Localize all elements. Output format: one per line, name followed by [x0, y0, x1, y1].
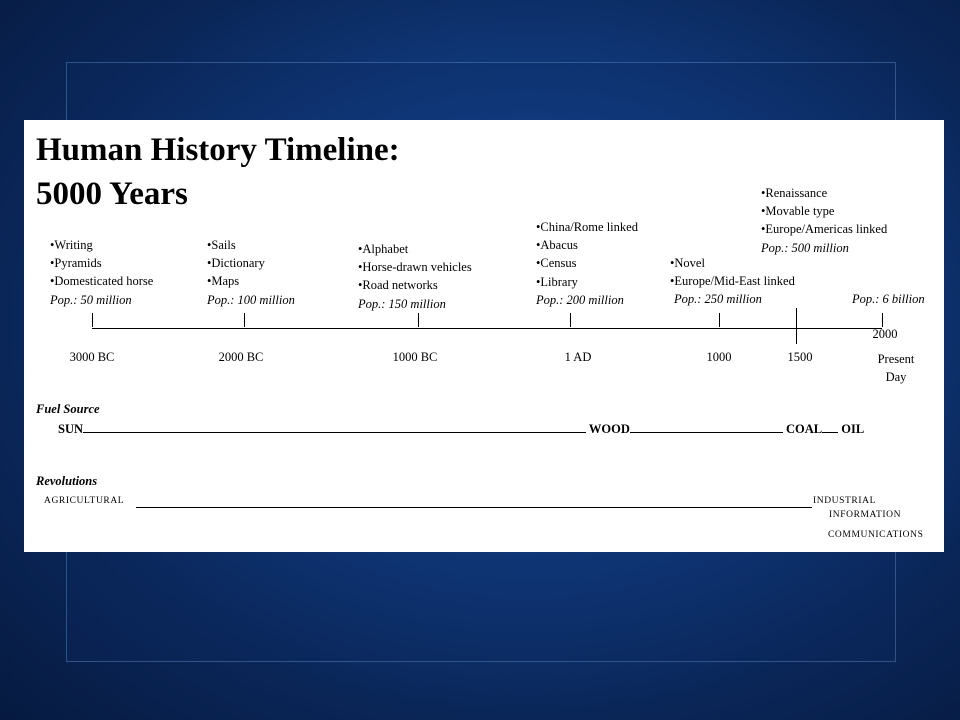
- title-line-1: Human History Timeline:: [36, 132, 400, 168]
- axis-label: 3000 BC: [69, 350, 115, 364]
- population-label: Pop.: 250 million: [674, 292, 762, 307]
- fuel-coal: COAL: [786, 422, 823, 436]
- event-item: • Europe/Mid-East linked: [670, 272, 795, 290]
- axis-tick: [418, 313, 419, 327]
- axis-label: 1500: [787, 350, 813, 364]
- event-item: • China/Rome linked: [536, 218, 638, 236]
- slide-title: [36, 128, 400, 216]
- axis-tick: [92, 313, 93, 327]
- title-line-2: 5000 Years: [36, 176, 188, 212]
- axis-label: 1000 BC: [392, 350, 438, 364]
- population-label: Pop.: 100 million: [207, 292, 295, 307]
- revolutions-heading: Revolutions: [36, 474, 98, 488]
- axis-tick: [882, 313, 883, 327]
- axis-tick: [244, 313, 245, 327]
- fuel-line: [822, 422, 838, 433]
- fuel-source-row: [58, 422, 864, 437]
- population-label: Pop.: 50 million: [50, 292, 132, 307]
- event-item: • Domesticated horse: [50, 272, 153, 290]
- event-item: • Sails: [207, 236, 295, 254]
- event-item: • Horse-drawn vehicles: [358, 258, 472, 276]
- event-item: • Movable type: [761, 202, 887, 220]
- population-label: Pop.: 200 million: [536, 292, 624, 307]
- timeline-axis: [92, 328, 882, 329]
- population-label: Pop.: 500 million: [761, 240, 849, 255]
- event-group-1500: [761, 184, 887, 257]
- revolution-agricultural: AGRICULTURAL: [44, 496, 125, 506]
- fuel-oil: OIL: [841, 422, 865, 436]
- event-item: • Library: [536, 273, 638, 291]
- fuel-line: [630, 422, 783, 433]
- revolution-industrial: INDUSTRIAL: [813, 496, 876, 506]
- event-item: • Writing: [50, 236, 153, 254]
- axis-label: 1 AD: [564, 350, 592, 364]
- event-item: • Abacus: [536, 236, 638, 254]
- event-group-1ad: [536, 218, 638, 309]
- axis-label-2000: 2000: [872, 327, 898, 341]
- event-item: • Maps: [207, 272, 295, 290]
- event-group-3000bc: [50, 236, 153, 309]
- population-label: Pop.: 150 million: [358, 296, 446, 311]
- event-item: • Dictionary: [207, 254, 295, 272]
- revolution-information: INFORMATION: [829, 510, 902, 520]
- event-group-present: [852, 290, 925, 308]
- event-item: • Renaissance: [761, 184, 887, 202]
- event-group-2000bc: [207, 236, 295, 309]
- fuel-wood: WOOD: [588, 422, 630, 436]
- fuel-line: [83, 422, 586, 433]
- timeline-slide: [24, 120, 944, 552]
- event-group-1000bc: [358, 240, 472, 313]
- axis-label-present: Present Day: [877, 352, 915, 384]
- event-item: • Novel: [670, 254, 795, 272]
- axis-label: 2000 BC: [218, 350, 264, 364]
- axis-tick: [570, 313, 571, 327]
- population-label: Pop.: 6 billion: [852, 292, 925, 306]
- axis-tick: [719, 313, 720, 327]
- axis-label: 1000: [706, 350, 732, 364]
- event-group-1000: [670, 254, 795, 309]
- event-item: • Alphabet: [358, 240, 472, 258]
- event-item: • Road networks: [358, 276, 472, 294]
- revolution-line: [136, 507, 812, 508]
- fuel-source-heading: Fuel Source: [36, 402, 100, 416]
- event-item: • Europe/Americas linked: [761, 220, 887, 238]
- revolution-communications: COMMUNICATIONS: [828, 530, 924, 540]
- fuel-sun: SUN: [58, 422, 84, 436]
- event-item: • Pyramids: [50, 254, 153, 272]
- event-item: • Census: [536, 254, 638, 272]
- axis-tick: [796, 308, 797, 344]
